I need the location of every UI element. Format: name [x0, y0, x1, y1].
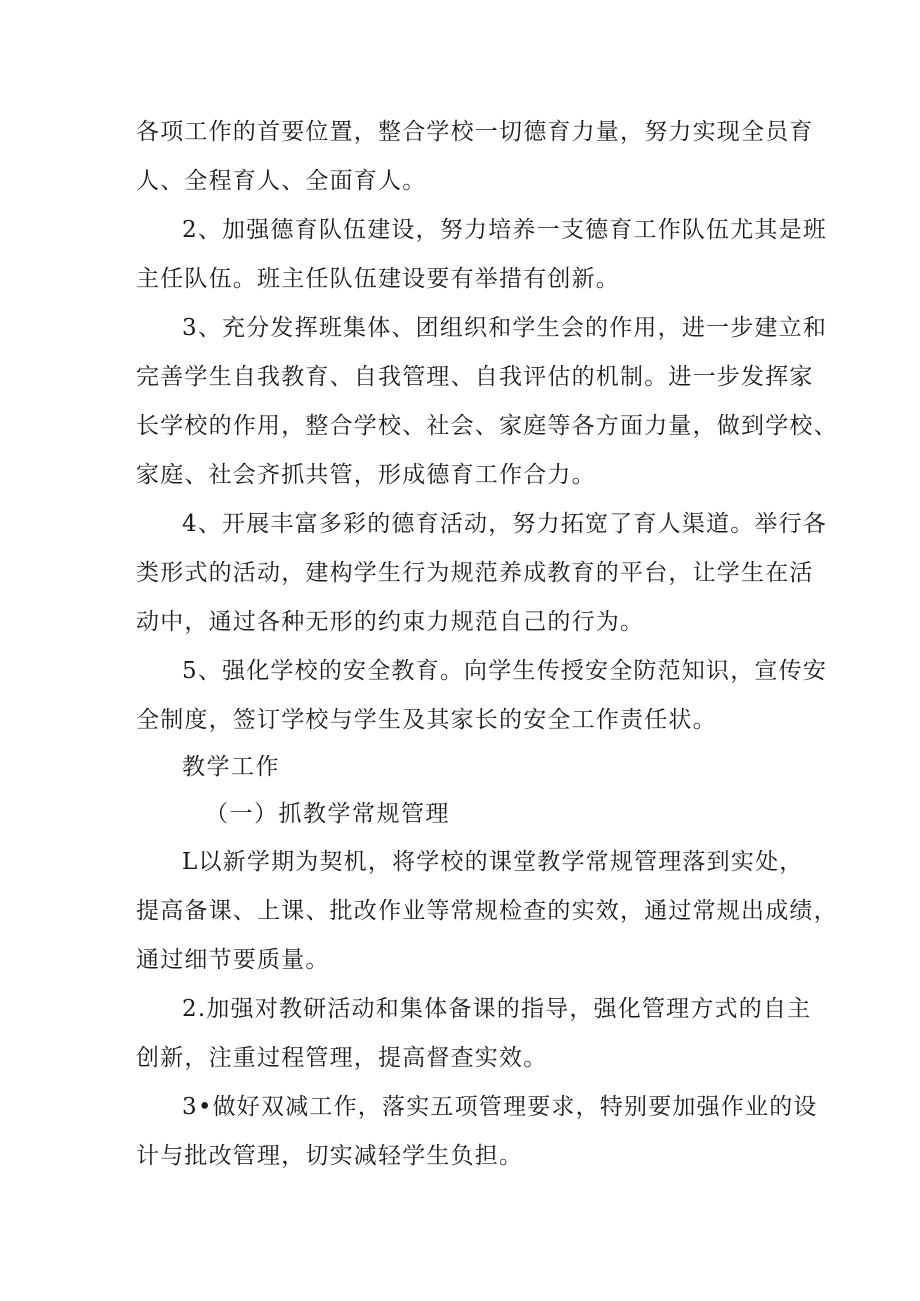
text-line: 2.加强对教研活动和集体备课的指导，强化管理方式的自主 — [182, 996, 812, 1022]
text-line: 动中，通过各种无形的约束力规范自己的行为。 — [136, 609, 645, 635]
text-line: 计与批改管理，切实减轻学生负担。 — [136, 1143, 524, 1169]
text-line: 人、全程育人、全面育人。 — [136, 168, 427, 194]
text-line: 2、加强德育队伍建设，努力培养一支德育工作队伍尤其是班 — [182, 217, 828, 243]
text-line: 完善学生自我教育、自我管理、自我评估的机制。进一步发挥家 — [136, 364, 814, 390]
text-line: 家庭、社会齐抓共管，形成德育工作合力。 — [136, 462, 596, 488]
text-line: 类形式的活动，建构学生行为规范养成教育的平台，让学生在活 — [136, 560, 814, 586]
text-line: 创新，注重过程管理，提高督查实效。 — [136, 1045, 548, 1071]
text-line: 3•做好双减工作，落实五项管理要求，特别要加强作业的设 — [182, 1094, 818, 1120]
text-line: 各项工作的首要位置，整合学校一切德育力量，努力实现全员育 — [136, 119, 814, 145]
subsection-heading: （一）抓教学常规管理 — [205, 801, 450, 827]
text-line: 长学校的作用，整合学校、社会、家庭等各方面力量，做到学校、 — [136, 413, 838, 439]
text-line: 5、强化学校的安全教育。向学生传授安全防范知识，宣传安 — [182, 658, 828, 684]
section-heading: 教学工作 — [182, 754, 280, 780]
text-line: 3、充分发挥班集体、团组织和学生会的作用，进一步建立和 — [182, 315, 828, 341]
text-line: 4、开展丰富多彩的德育活动，努力拓宽了育人渠道。举行各 — [182, 511, 828, 537]
text-line: 通过细节要质量。 — [136, 947, 330, 973]
text-line: 全制度，签订学校与学生及其家长的安全工作责任状。 — [136, 707, 717, 733]
text-line: 提高备课、上课、批改作业等常规检查的实效，通过常规出成绩， — [136, 898, 838, 924]
text-line: L以新学期为契机，将学校的课堂教学常规管理落到实处， — [182, 849, 804, 875]
text-line: 主任队伍。班主任队伍建设要有举措有创新。 — [136, 266, 620, 292]
